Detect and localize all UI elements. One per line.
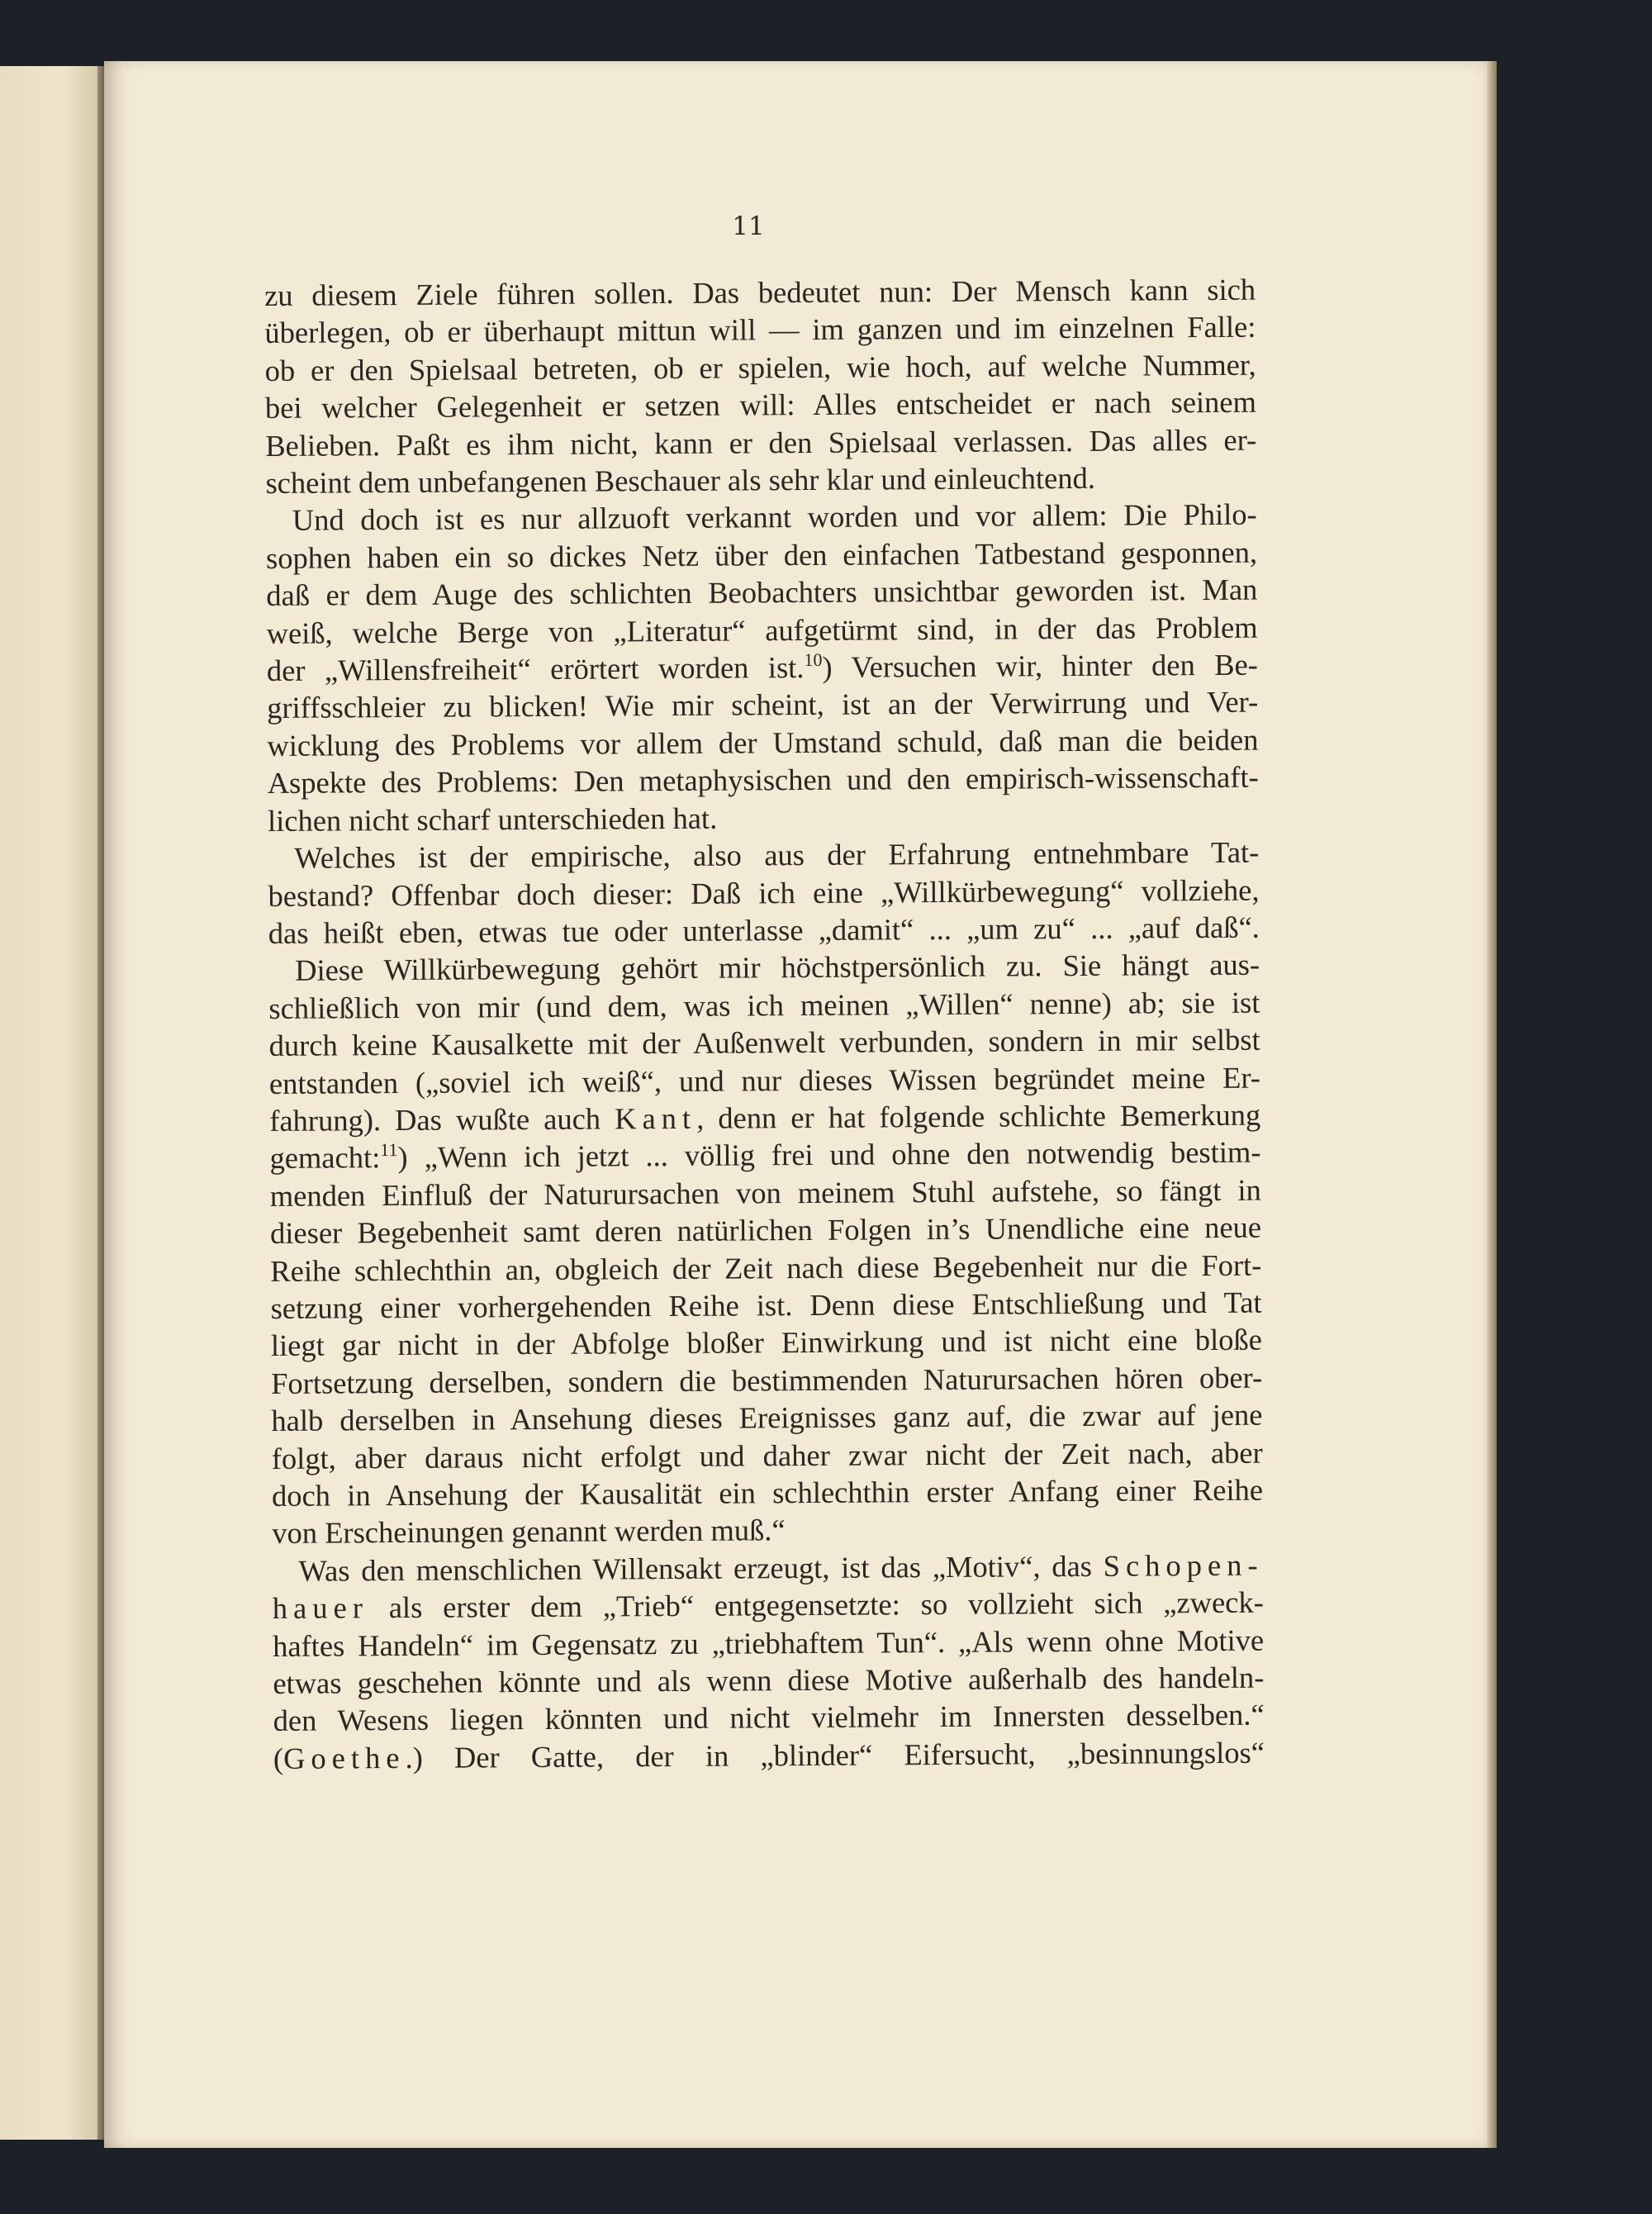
text-line: griffsschleier zu blicken! Wie mir scheint, ist an der Verwirrung und Ver- (267, 685, 1259, 725)
text-line: sophen haben ein so dickes Netz über den einfachen Tatbestand gesponnen, (265, 534, 1258, 575)
text-line: liegt gar nicht in der Abfolge bloßer Einwirkung und ist nicht eine bloße (270, 1323, 1263, 1363)
text-segment: ) Versuchen wir, hinter den Be- (822, 647, 1258, 684)
text-line: etwas geschehen könnte und als wenn diese Motive außerhalb des handeln- (273, 1660, 1265, 1700)
text-line: Reihe schlechthin an, obgleich der Zeit nach diese Begebenheit nur die Fort- (270, 1247, 1262, 1288)
text-line: daß er dem Auge des schlichten Beobachters unsichtbar geworden ist. Man (266, 572, 1258, 613)
text-line: von Erscheinungen genannt werden muß.“ (272, 1513, 786, 1551)
text-line (269, 1096, 1260, 1140)
text-segment: , denn er hat folgende schlichte Bemerkung (695, 1097, 1261, 1135)
text-segment: .) Der Gatte, der in „blinder“ Eifersucht, „besinnungslos“ (405, 1735, 1265, 1775)
text-line: Fortsetzung derselben, sondern die bestimmenden Naturursachen hören ober- (271, 1360, 1263, 1400)
paragraph (266, 496, 1259, 839)
author-name: Goethe (282, 1740, 406, 1775)
text-line: entstanden („soviel ich weiß“, und nur dieses Wissen begründet meine Er- (268, 1060, 1261, 1100)
text-line: folgt, aber daraus nicht erfolgt und daher zwar nicht der Zeit nach, aber (271, 1435, 1263, 1475)
text-line: zu diesem Ziele führen sollen. Das bedeutet nun: Der Mensch kann sich (264, 272, 1256, 312)
page-edge-shadow (1487, 61, 1497, 2148)
author-name: Schopen- (1103, 1547, 1264, 1583)
text-line: Aspekte des Problems: Den metaphysischen und den empirisch-wissenschaft- (267, 759, 1259, 801)
author-name: Kant (615, 1100, 697, 1136)
text-segment: ) „Wenn ich jetzt ... völlig frei und ohne den notwendig bestim- (397, 1134, 1261, 1175)
text-line: schließlich von mir (und dem, was ich meinen „Willen“ nenne) ab; sie ist (268, 985, 1260, 1025)
text-line: scheint dem unbefangenen Beschauer als sehr klar und einleuchtend. (265, 460, 1096, 501)
text-line: lichen nicht scharf unterschieden hat. (267, 801, 718, 838)
text-segment: Was den menschlichen Willensakt erzeugt, ist das „Motiv“, das (298, 1548, 1093, 1588)
text-line: Diese Willkürbewegung gehört mir höchstpersönlich zu. Sie hängt aus- (295, 947, 1260, 988)
text-segment: gemacht: (269, 1140, 381, 1176)
text-line: ob er den Spielsaal betreten, ob er spielen, wie hoch, auf welche Nummer, (264, 347, 1256, 387)
text-line: setzung einer vorhergehenden Reihe ist. Denn diese Entschließung und Tat (270, 1285, 1262, 1325)
text-line: doch in Ansehung der Kausalität ein schlechthin erster Anfang einer Reihe (271, 1472, 1264, 1513)
paragraph (264, 271, 1257, 502)
text-line: halb derselben in Ansehung dieses Ereignisses ganz auf, die zwar auf jene (271, 1397, 1263, 1438)
paragraph (268, 946, 1263, 1552)
text-line: bei welcher Gelegenheit er setzen will: Alles entscheidet er nach seinem (264, 384, 1257, 425)
text-line: Und doch ist es nur allzuoft verkannt worden und vor allem: Die Philo- (292, 497, 1257, 538)
text-line: das heißt eben, etwas tue oder unterlasse „damit“ ... „um zu“ ... „auf daß“. (268, 910, 1260, 950)
footnote-reference: 11 (380, 1139, 398, 1161)
text-line: wicklung des Problems vor allem der Umstand schuld, daß man die beiden (267, 722, 1259, 763)
text-line (269, 1133, 1260, 1177)
facing-page-edge (0, 66, 106, 2140)
body-text (264, 271, 1265, 1778)
author-name: hauer (272, 1590, 369, 1626)
text-line: weiß, welche Berge von „Literatur“ aufgetürmt sind, in der das Problem (266, 610, 1258, 650)
text-line (267, 646, 1258, 690)
paragraph (268, 834, 1260, 953)
text-line (273, 1733, 1265, 1777)
text-line: den Wesens liegen könnten und nicht vielmehr im Innersten desselben.“ (273, 1698, 1265, 1738)
text-line: bestand? Offenbar doch dieser: Daß ich eine „Willkürbewegung“ vollziehe, (268, 872, 1260, 913)
text-line: überlegen, ob er überhaupt mittun will — im ganzen und im einzelnen Falle: (264, 310, 1256, 350)
text-line: durch keine Kausalkette mit der Außenwelt verbunden, sondern in mir selbst (268, 1022, 1260, 1063)
page-number: 11 (732, 211, 765, 241)
text-segment: ( (273, 1741, 284, 1775)
text-line: Welches ist der empirische, also aus der Erfahrung entnehmbare Tat- (294, 834, 1260, 875)
text-segment: fahrung). Das wußte auch (269, 1101, 601, 1138)
text-segment: als erster dem „Trieb“ entgegensetzte: so vollzieht sich „zweck- (388, 1584, 1264, 1625)
text-line: dieser Begebenheit samt deren natürlichen Folgen in’s Unendliche eine neue (269, 1209, 1262, 1251)
paragraph (272, 1546, 1265, 1777)
text-line: haftes Handeln“ im Gegensatz zu „triebhaftem Tun“. „Als wenn ohne Motive (272, 1622, 1265, 1663)
text-segment: der „Willensfreiheit“ erörtert worden ist. (266, 650, 805, 688)
text-line (273, 1584, 1264, 1627)
footnote-reference: 10 (804, 649, 823, 671)
text-line: menden Einfluß der Naturursachen von meinem Stuhl aufstehe, so fängt in (269, 1172, 1261, 1213)
text-line (272, 1546, 1263, 1589)
text-line: Belieben. Paßt es ihm nicht, kann er den Spielsaal verlassen. Das alles er- (265, 422, 1257, 463)
